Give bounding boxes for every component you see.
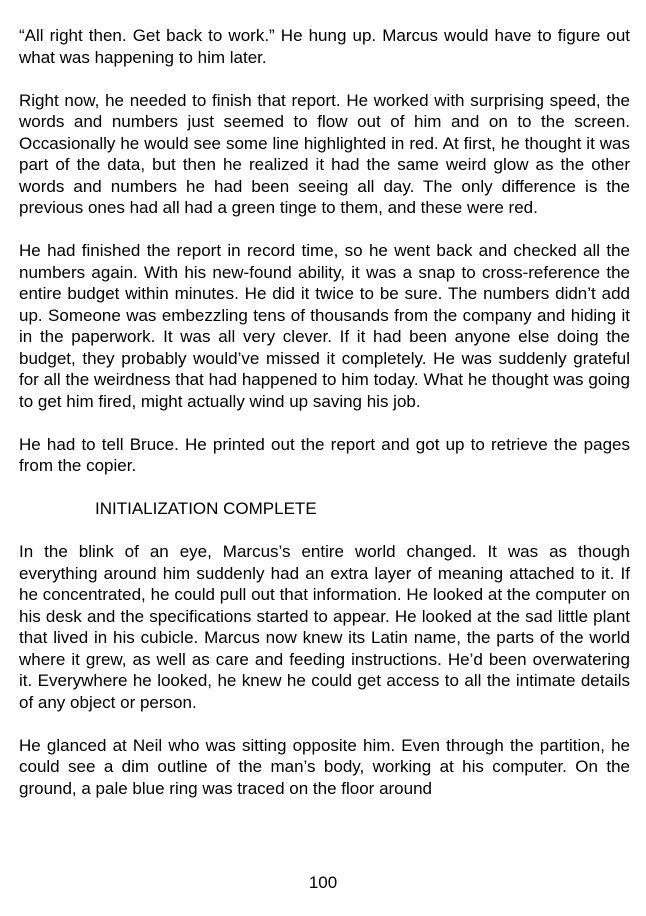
paragraph-3: He had finished the report in record time, so he went back and checked all the numbers again. With his new-found ability, it was a snap to cross-reference the entire budget within minutes. He did it twice to be sure. The numbers didn’t add up. Someone was embezzling tens of thousands from the company and hiding it in the paperwork. It was all very clever. If it had been anyone else doing the budget, they probably would’ve missed it completely. He was suddenly grateful for all the weirdness that had happened to him today. What he thought was going to get him fired, might actually wind up saving his job.	[19, 241, 630, 411]
paragraph-1: “All right then. Get back to work.” He hung up. Marcus would have to figure out what was happening to him later.	[19, 26, 630, 67]
paragraph-6: He glanced at Neil who was sitting opposite him. Even through the partition, he could see a dim outline of the man’s body, working at his computer. On the ground, a pale blue ring was traced on the floor around	[19, 735, 630, 798]
paragraph-4: He had to tell Bruce. He printed out the report and got up to retrieve the pages from the copier.	[19, 434, 630, 475]
section-heading: INITIALIZATION COMPLETE	[95, 499, 317, 518]
page-number: 100	[308, 873, 338, 892]
paragraph-5: In the blink of an eye, Marcus’s entire world changed. It was as though everything around him suddenly had an extra layer of meaning attached to it. If he concentrated, he could pull out that information. He looked at the computer on his desk and the specifications started to appear. He looked at the sad little plant that lived in his cubicle. Marcus now knew its Latin name, the parts of the world where it grew, as well as care and feeding instructions. He’d been overwatering it. Everywhere he looked, he knew he could get access to all the intimate details of any object or person.	[19, 542, 630, 712]
paragraph-2: Right now, he needed to finish that report. He worked with surprising speed, the words and numbers just seemed to flow out of him and on to the screen. Occasionally he would see some line highlighted in red. At first, he thought it was part of the data, but then he realized it had the same weird glow as the other words and numbers he had been seeing all day. The only difference is the previous ones had all had a green tinge to them, and these were red.	[19, 90, 630, 217]
